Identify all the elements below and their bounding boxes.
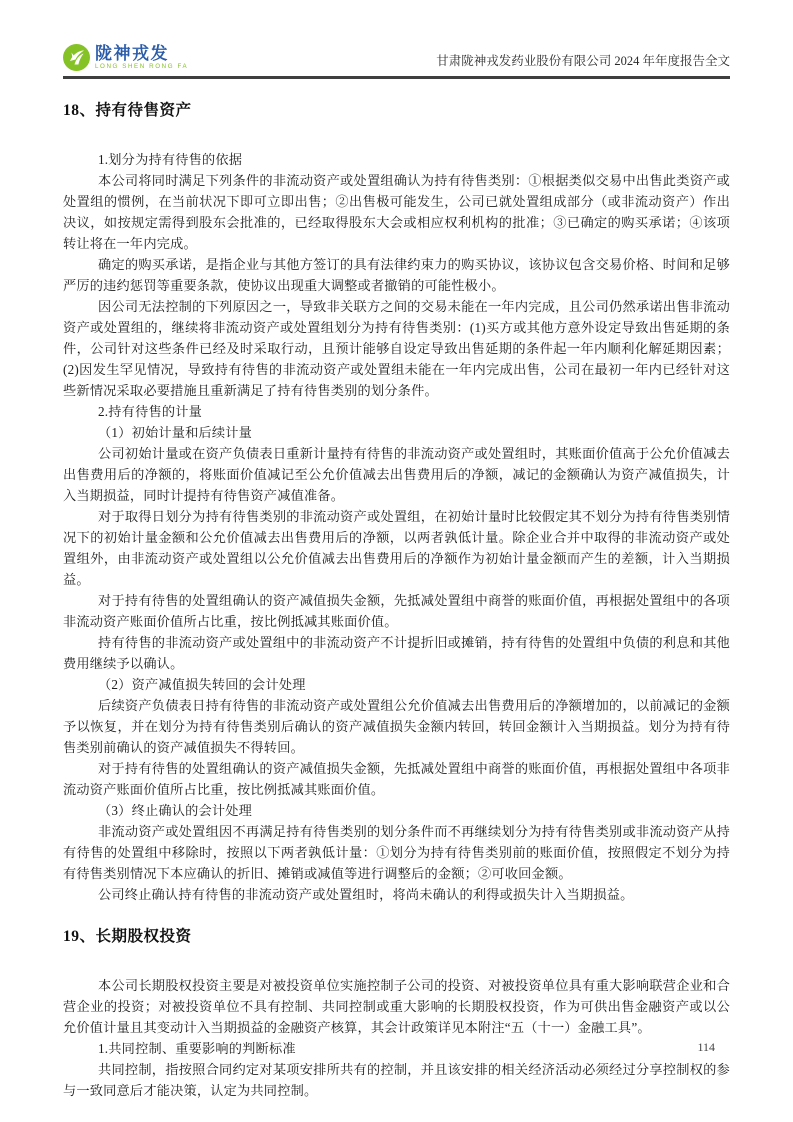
page-number: 114 — [697, 1040, 715, 1054]
section-heading: 19、长期股权投资 — [63, 928, 192, 945]
report-title: 甘肃陇神戎发药业股份有限公司 2024 年年度报告全文 — [436, 54, 730, 68]
paragraph: 公司终止确认持有待售的非流动资产或处置组时，将尚未确认的利得或损失计入当期损益。 — [98, 887, 634, 902]
paragraph: 对于持有待售的处置组确认的资产减值损失金额，先抵减处置组中商誉的账面价值，再根据处置组中各项非流动资产账面价值所占比重，按比例抵减其账面价值。 — [63, 761, 730, 797]
logo-icon — [63, 44, 90, 71]
paragraph: 公司初始计量或在资产负债表日重新计量持有待售的非流动资产或处置组时，其账面价值高于公允价值减去出售费用后的净额的，将账面价值减记至公允价值减去出售费用后的净额，减记的金额确认为资产减值损失，计入当期损益，同时计提持有待售资产减值准备。 — [63, 446, 730, 503]
logo-text — [95, 45, 188, 70]
document-body — [63, 98, 730, 1101]
paragraph: 1.共同控制、重要影响的判断标准 — [98, 1041, 296, 1056]
paragraph: 持有待售的非流动资产或处置组中的非流动资产不计提折旧或摊销，持有待售的处置组中负债的利息和其他费用继续予以确认。 — [63, 635, 730, 671]
paragraph: （3）终止确认的会计处理 — [98, 803, 253, 818]
paragraph: （1）初始计量和后续计量 — [98, 425, 253, 440]
paragraph: 2.持有待售的计量 — [98, 404, 203, 419]
paragraph: 对于持有待售的处置组确认的资产减值损失金额，先抵减处置组中商誉的账面价值，再根据处置组中的各项非流动资产账面价值所占比重，按比例抵减其账面价值。 — [63, 593, 730, 629]
section-heading: 18、持有待售资产 — [63, 102, 192, 119]
company-logo — [63, 44, 188, 71]
paragraph: 因公司无法控制的下列原因之一，导致非关联方之间的交易未能在一年内完成，且公司仍然承诺出售非流动资产或处置组的，继续将非流动资产或处置组划分为持有待售类别：(1)买方或其他方意外设定导致出售延期的条件，公司针对这些条件已经及时采取行动，且预计能够自设定导致出售延期的条件起一年内顺利化解延期因素；(2)因发生罕见情况，导致持有待售的非流动资产或处置组未能在一年内完成出售，公司在最初一年内已经针对这些新情况采取必要措施且重新满足了持有待售类别的划分条件。 — [63, 299, 730, 398]
paragraph: 对于取得日划分为持有待售类别的非流动资产或处置组，在初始计量时比较假定其不划分为持有待售类别情况下的初始计量金额和公允价值减去出售费用后的净额，以两者孰低计量。除企业合并中取得的非流动资产或处置组外，由非流动资产或处置组以公允价值减去出售费用后的净额作为初始计量金额而产生的差额，计入当期损益。 — [63, 509, 730, 587]
paragraph: 共同控制，指按照合同约定对某项安排所共有的控制，并且该安排的相关经济活动必须经过分享控制权的参与一致同意后才能决策，认定为共同控制。 — [63, 1062, 730, 1098]
paragraph: 本公司长期股权投资主要是对被投资单位实施控制子公司的投资、对被投资单位具有重大影响联营企业和合营企业的投资；对被投资单位不具有控制、共同控制或重大影响的长期股权投资，作为可供出售金融资产或以公允价值计量且其变动计入当期损益的金融资产核算，其会计政策详见本附注“五（十一）金融工具”。 — [63, 978, 730, 1035]
paragraph: 1.划分为持有待售的依据 — [98, 152, 243, 167]
paragraph: （2）资产减值损失转回的会计处理 — [98, 677, 306, 692]
paragraph: 确定的购买承诺，是指企业与其他方签订的具有法律约束力的购买协议，该协议包含交易价格、时间和足够严厉的违约惩罚等重要条款，使协议出现重大调整或者撤销的可能性极小。 — [63, 257, 730, 293]
paragraph: 后续资产负债表日持有待售的非流动资产或处置组公允价值减去出售费用后的净额增加的，以前减记的金额予以恢复，并在划分为持有待售类别后确认的资产减值损失金额内转回，转回金额计入当期损益。划分为持有待售类别前确认的资产减值损失不得转回。 — [63, 698, 730, 755]
paragraph: 非流动资产或处置组因不再满足持有待售类别的划分条件而不再继续划分为持有待售类别或非流动资产从持有待售的处置组中移除时，按照以下两者孰低计量：①划分为持有待售类别前的账面价值，按照假定不划分为持有待售类别情况下本应确认的折旧、摊销或减值等进行调整后的金额；②可收回金额。 — [63, 824, 730, 881]
header-divider — [63, 76, 730, 79]
paragraph: 本公司将同时满足下列条件的非流动资产或处置组确认为持有待售类别：①根据类似交易中出售此类资产或处置组的惯例，在当前状况下即可立即出售；②出售极可能发生，公司已就处置组成部分（或非流动资产）作出决议，如按规定需得到股东会批准的，已经取得股东大会或相应权利机构的批准；③已确定的购买承诺；④该项转让将在一年内完成。 — [63, 173, 730, 251]
page-header — [63, 44, 730, 76]
logo-brand-cn: 陇神戎发 — [95, 43, 169, 63]
logo-brand-en: LONG SHEN RONG FA — [95, 62, 189, 70]
